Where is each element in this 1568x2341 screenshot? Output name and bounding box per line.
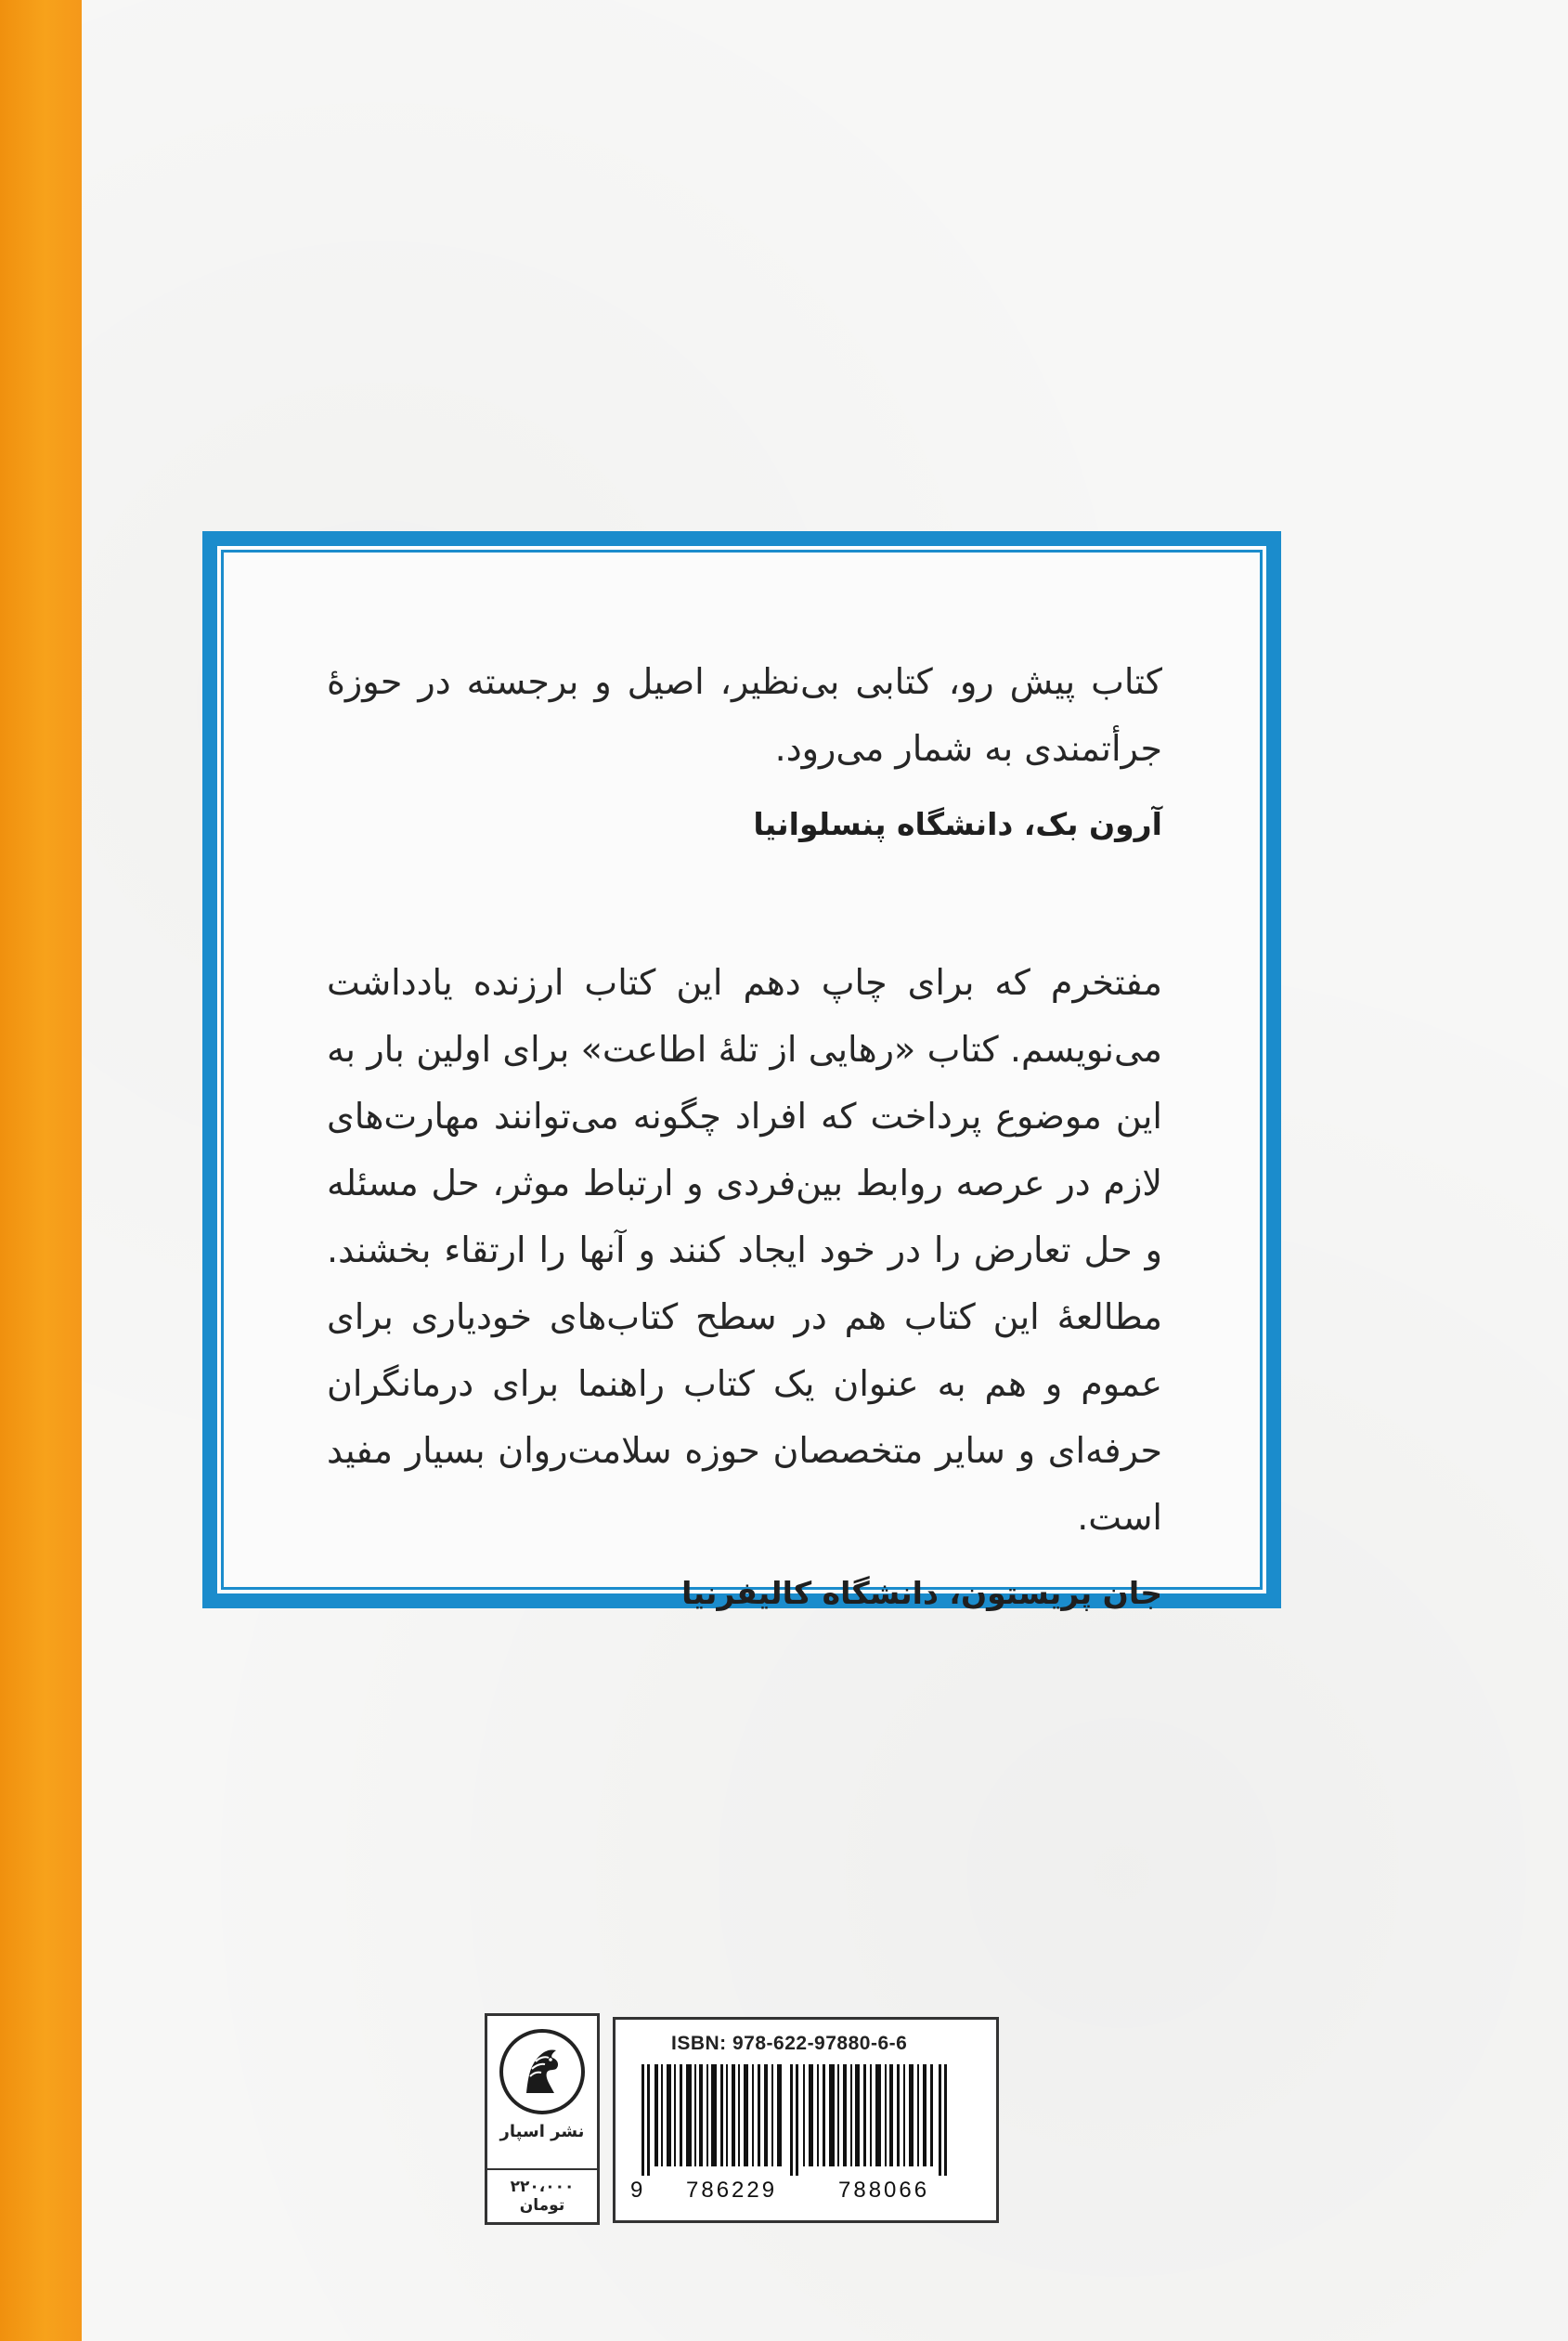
horse-head-logo-icon xyxy=(499,2029,585,2114)
quote-frame xyxy=(202,531,1281,1611)
publisher-name: نشر اسپار xyxy=(499,2122,585,2141)
quote-2 xyxy=(327,949,1162,1616)
quote-1 xyxy=(327,648,1162,847)
quote-1-text: کتاب پیش رو، کتابی بی‌نظیر، اصیل و برجسته در حوزهٔ جرأتمندی به شمار می‌رود. xyxy=(327,661,1162,769)
quote-1-author: آرون بک، دانشگاه پنسلوانیا xyxy=(753,806,1162,842)
barcode-digit-first: 9 xyxy=(630,2178,643,2203)
quotes-block xyxy=(327,648,1162,1616)
quote-2-author: جان پریستون، دانشگاه کالیفرنیا xyxy=(681,1575,1162,1611)
isbn-label: ISBN: 978-622-97880-6-6 xyxy=(671,2033,908,2054)
barcode-bars xyxy=(641,2064,976,2176)
barcode-digits-left: 786229 xyxy=(686,2178,778,2203)
quote-2-text: مفتخرم که برای چاپ دهم این کتاب ارزنده یادداشت می‌نویسم. کتاب «رهایی از تلهٔ اطاعت» برای اولین بار به این موضوع پرداخت که افراد چگونه می‌توانند مهارت‌های لازم در عرصه روابط بین‌فردی و ارتباط موثر، حل مسئله و حل تعارض را در خود ایجاد کنند و آنها را ارتقاء بخشند. مطالعهٔ این کتاب هم در سطح کتاب‌های خودیاری برای عموم و هم به عنوان یک کتاب راهنما برای درمانگران حرفه‌ای و سایر متخصصان حوزه سلامت‌روان بسیار مفید است. xyxy=(327,962,1162,1538)
book-spine xyxy=(0,0,82,2341)
barcode-digits-right: 788066 xyxy=(838,2178,930,2203)
publisher-box xyxy=(485,2013,600,2225)
barcode-box xyxy=(613,2017,999,2223)
price-label: ۲۲۰،۰۰۰ تومان xyxy=(487,2168,597,2215)
